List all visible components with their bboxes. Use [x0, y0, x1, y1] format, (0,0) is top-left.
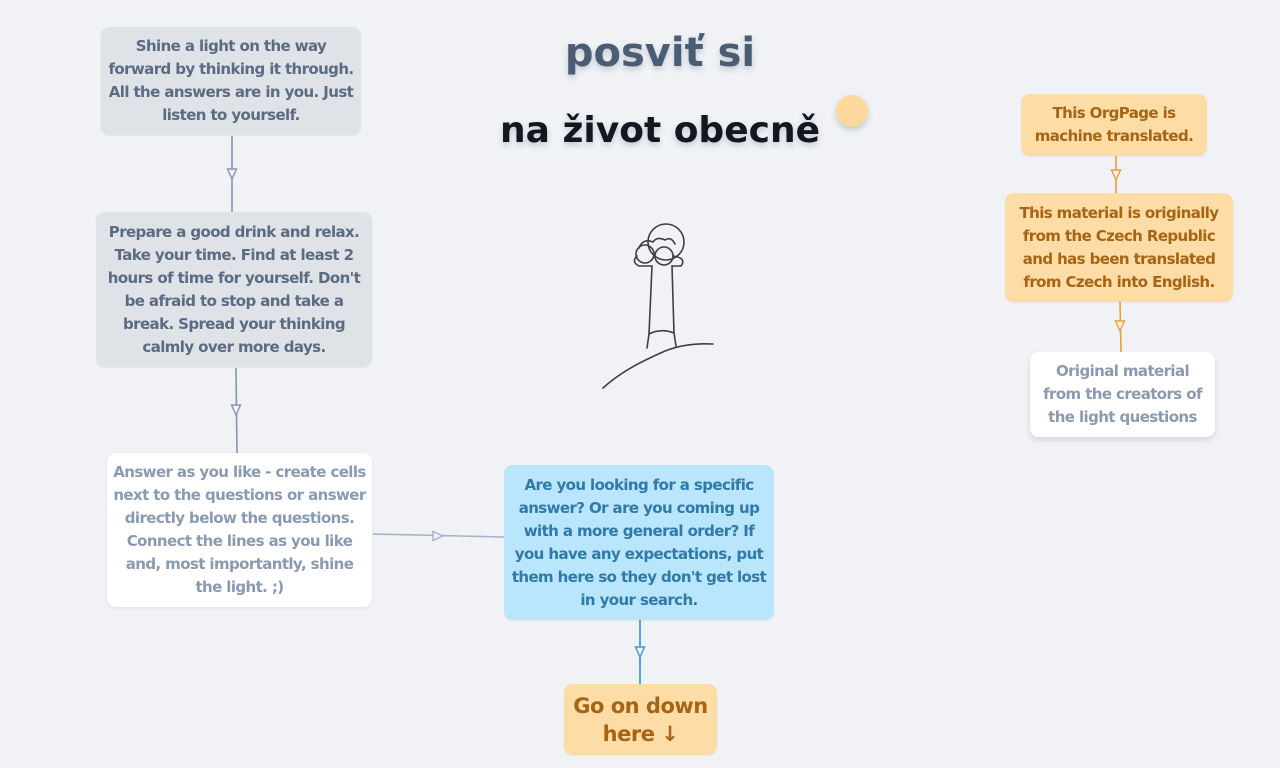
page-title: posviť si	[564, 30, 756, 76]
edge-czech-to-original	[1116, 302, 1125, 352]
node-text: Are you looking for a specific answer? Or are you coming up with a more general order? If you have any expectations, put them here so they don't get lost in your search.	[511, 475, 767, 609]
node-shine-light[interactable]	[101, 27, 361, 135]
node-prepare-drink[interactable]	[96, 212, 372, 367]
edge-machine-to-czech	[1112, 156, 1121, 193]
node-originally-czech[interactable]	[1005, 193, 1233, 302]
node-text: Go on down here ↓	[573, 693, 708, 746]
node-answer-as-you-like[interactable]	[107, 453, 372, 607]
node-text: Prepare a good drink and relax. Take your time. Find at least 2 hours of time for yourself. Don't be afraid to stop and take a break. Spread your thinking calmly over more days.	[107, 222, 361, 356]
node-text: This OrgPage is machine translated.	[1034, 104, 1194, 145]
edge-answer-to-specific	[373, 532, 504, 541]
node-go-on-down[interactable]	[564, 684, 717, 755]
node-text: Answer as you like - create cells next to the questions or answer directly below the questions. Connect the lines as you like and, most importantly, shine the light. ;)	[113, 463, 366, 596]
node-text: Shine a light on the way forward by thinking it through. All the answers are in you. Just listen to yourself.	[108, 37, 354, 124]
sun-dot-icon	[836, 95, 868, 127]
page-subtitle: na život obecně	[500, 110, 820, 151]
node-text: Original material from the creators of the light questions	[1043, 362, 1202, 426]
node-original-material[interactable]	[1030, 352, 1215, 437]
lighthouse-figure-with-binoculars-icon	[595, 218, 725, 398]
edge-shine-to-prepare	[228, 136, 237, 212]
edge-prepare-to-answer	[232, 368, 241, 453]
node-specific-answer[interactable]	[504, 465, 774, 620]
node-machine-translated[interactable]	[1021, 94, 1207, 156]
node-text: This material is originally from the Czech Republic and has been translated from Czech into English.	[1019, 203, 1219, 291]
edge-specific-to-godown	[636, 620, 645, 684]
